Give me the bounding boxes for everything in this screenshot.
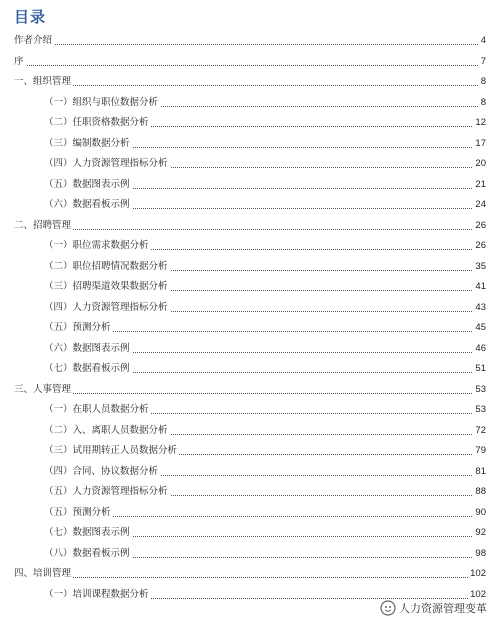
toc-entry[interactable] [0,239,500,253]
toc-entry-page: 41 [475,281,486,292]
toc-entry-label: （一）组织与职位数据分析 [44,96,159,108]
toc-entry[interactable] [0,465,500,479]
toc-entry-label: （二）入、离职人员数据分析 [44,424,168,436]
toc-entry[interactable] [0,280,500,294]
toc-entry-page: 7 [480,55,486,67]
toc-entry-page: 8 [480,76,486,87]
toc-entry[interactable] [0,219,500,233]
toc-entry[interactable] [0,116,500,130]
toc-entry-label: （五）人力资源管理指标分析 [44,486,168,497]
toc-entry[interactable] [0,96,500,110]
toc-entry-label: （八）数据看板示例 [44,547,130,559]
toc-entry-page: 17 [475,137,486,149]
toc-entry-page: 26 [475,219,486,231]
toc-entry-label: （三）招聘渠道效果数据分析 [44,281,168,292]
toc-entry[interactable] [0,157,500,171]
watermark [377,599,490,617]
toc-entry[interactable] [0,75,500,89]
toc-leader-dots [14,229,484,230]
toc-entry-label: 二、招聘管理 [14,219,72,231]
toc-entry-label: （七）数据看板示例 [44,363,130,374]
toc-entry-page: 90 [475,506,486,518]
toc-entry-page: 20 [475,158,486,169]
toc-leader-dots [14,85,484,86]
toc-entry-page: 102 [470,568,486,579]
toc-entry-page: 53 [475,383,486,395]
toc-entry-page: 53 [475,404,486,415]
toc-leader-dots [14,44,484,45]
toc-entry[interactable] [0,547,500,561]
toc-entry-label: 序 [14,55,24,67]
toc-entry-label: 一、组织管理 [14,76,72,87]
toc-entry[interactable] [0,567,500,581]
toc-entry[interactable] [0,321,500,335]
toc-entry-page: 43 [475,301,486,313]
toc-entry[interactable] [0,424,500,438]
toc-entry[interactable] [0,506,500,520]
toc-entry-page: 35 [475,260,486,272]
toc-entry-label: （二）职位招聘情况数据分析 [44,260,168,272]
toc-entry-label: （一）培训课程数据分析 [44,588,149,600]
toc-entry-page: 102 [470,588,486,600]
toc-entry-label: （四）合同、协议数据分析 [44,465,159,477]
toc-entry-label: （七）数据图表示例 [44,527,130,538]
wechat-icon [380,600,396,616]
toc-entry-page: 92 [475,527,486,538]
toc-entry-label: （一）职位需求数据分析 [44,240,149,251]
toc-entry-label: （四）人力资源管理指标分析 [44,158,168,169]
toc-entry[interactable] [0,444,500,458]
toc-leader-dots [14,393,484,394]
toc-entry[interactable] [0,526,500,540]
toc-entry-page: 51 [475,363,486,374]
toc-entry-page: 8 [480,96,486,108]
toc-entry-page: 72 [475,424,486,436]
toc-entry-page: 88 [475,486,486,497]
page-title: 目录 [14,8,47,26]
toc-entry[interactable] [0,198,500,212]
toc-entry-label: （五）数据图表示例 [44,178,130,190]
toc-entry-label: （四）人力资源管理指标分析 [44,301,168,313]
toc-entry[interactable] [0,260,500,274]
toc-entry-page: 45 [475,322,486,333]
toc-entry[interactable] [0,301,500,315]
toc-entry[interactable] [0,55,500,69]
toc-entry-page: 46 [475,342,486,354]
toc-entry-label: （一）在职人员数据分析 [44,404,149,415]
toc-entry[interactable] [0,383,500,397]
toc-entry[interactable] [0,362,500,376]
toc-entry-page: 81 [475,465,486,477]
toc-entry-label: （三）编制数据分析 [44,137,130,149]
toc-entry-label: 三、人事管理 [14,383,72,395]
toc-leader-dots [14,577,484,578]
toc-entry-page: 79 [475,445,486,456]
toc-entry-label: （三）试用期转正人员数据分析 [44,445,178,456]
toc-entry-label: 四、培训管理 [14,568,72,579]
toc-entry-page: 4 [480,35,486,46]
toc-entry[interactable] [0,403,500,417]
toc-entry-label: （六）数据看板示例 [44,199,130,210]
toc-entry[interactable] [0,485,500,499]
watermark-text: 人力资源管理变革 [399,602,487,615]
toc-entry[interactable] [0,137,500,151]
toc-leader-dots [14,65,484,66]
toc-entry-page: 12 [475,117,486,128]
toc-entry-label: （六）数据图表示例 [44,342,130,354]
toc-entry-page: 21 [475,178,486,190]
toc-entry-page: 98 [475,547,486,559]
toc-entry[interactable] [0,178,500,192]
toc-entry-label: （五）预测分析 [44,322,111,333]
toc-entry-label: （五）预测分析 [44,506,111,518]
toc-entry-page: 26 [475,240,486,251]
toc-entry-label: （二）任职资格数据分析 [44,117,149,128]
toc-entry[interactable] [0,342,500,356]
toc-entry[interactable] [0,34,500,48]
toc-entry-label: 作者介绍 [14,35,53,46]
toc-entry-page: 24 [475,199,486,210]
